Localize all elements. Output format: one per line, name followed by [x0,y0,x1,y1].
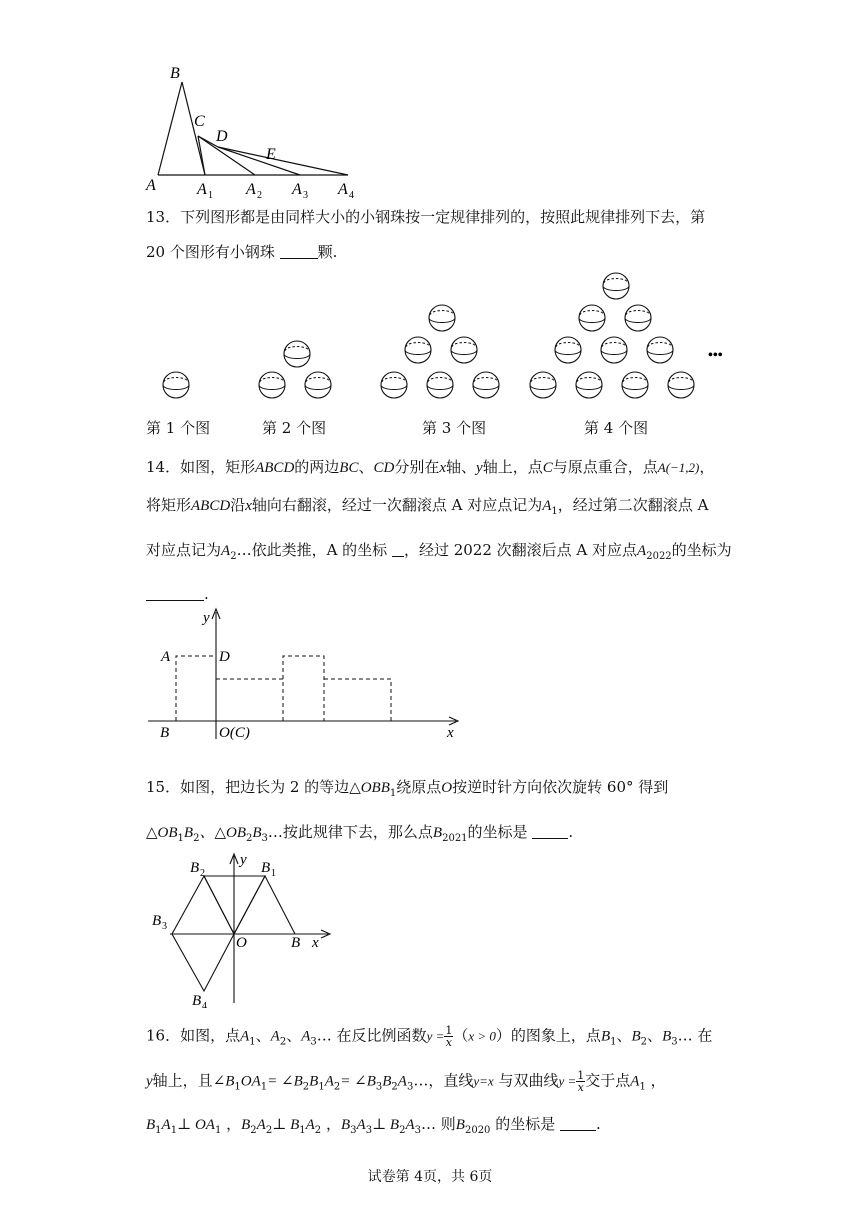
label-A2-sub: 2 [257,190,262,201]
q16-math: A [356,1117,366,1133]
q16-math: A [301,1028,311,1045]
fraction-numerator: 1 [577,1069,585,1082]
ball [576,372,602,398]
q16-math: y [146,1073,153,1090]
q14-text: 轴向右翻滚，经过一次翻滚点 A 对应点记为 [251,496,543,514]
q14-answer-blank-1[interactable] [392,542,404,557]
q16-text: 、 [647,1026,663,1045]
label-C: C [194,113,205,130]
q14-text: 沿 [230,496,246,514]
q15-subscript: 2 [193,833,200,844]
q16-math: B [146,1117,156,1133]
segment-A1C [198,136,205,175]
q16-subscript: 2 [279,1036,287,1048]
q16-subscript: 2 [391,1081,398,1093]
q16-subscript: 3 [406,1081,414,1093]
q15-subscript: 2 [245,833,253,844]
q15-text: 的坐标是 [467,823,528,841]
q16-text: 轴上，且 [152,1071,213,1090]
q14-math: A [637,543,647,559]
label-O-C: O(C) [219,725,250,741]
q14-line4 [146,584,209,604]
q16-answer-blank[interactable] [560,1116,596,1131]
q13-answer-blank[interactable] [280,244,318,259]
q16-subscript: 2 [333,1081,341,1093]
q14-math: x [439,460,447,476]
label-A4-sub: 4 [349,190,354,201]
label-A1-sub: 1 [208,190,213,201]
q16-subscript: 1 [318,1081,325,1093]
segment-CD [198,136,218,147]
q16-math: ⊥ B [372,1117,400,1133]
q16-subscript: 1 [170,1125,178,1136]
q16-math: B [340,1117,351,1133]
fraction-denominator: x [577,1081,584,1094]
label-B3: B [152,913,162,929]
ball [625,305,651,331]
segment-DA3 [218,147,300,175]
q15-subscript: 3 [261,833,268,844]
q16-text: … 在 [677,1026,713,1045]
q14-math: C [542,460,553,476]
q14-subscript: 2 [230,551,237,562]
q16-text: …，直线 [413,1071,474,1090]
label-B2: B [190,860,200,876]
q14-text: 、 [358,458,374,476]
q16-math: A [405,1117,415,1133]
q14-line3 [146,540,732,567]
q14-text: 将矩形 [146,496,192,514]
q15-text: 绕原点 [396,778,442,796]
q14-text: 分别在 [394,458,440,476]
label-A: A [146,177,156,194]
q14-math: BC [339,460,359,476]
q15-subscript: 1 [389,788,397,799]
ball [622,372,648,398]
figure-1-balls [163,372,189,398]
label-B3-sub: 3 [162,921,167,932]
ball [451,337,477,363]
q15-line2 [146,822,573,849]
label-A3-sub: 3 [303,190,308,201]
q16-math: x > 0 [468,1028,496,1044]
rectangle-position-1 [216,679,283,721]
q16-text: 交于点 [585,1071,631,1090]
q16-math: B [309,1073,319,1090]
q16-math: B [455,1117,465,1133]
ball [603,273,629,299]
q16-subscript: 1 [639,1081,646,1093]
label-B1: B [261,860,271,876]
q16-math: A [630,1073,640,1090]
label-A: A [161,649,171,665]
q13-text-1: 下列图形都是由同样大小的小钢珠按一定规律排列的，按照此规律排列下去，第 [180,208,706,226]
ball [429,305,455,331]
q14-math: A [542,498,552,514]
q16-line3 [146,1114,601,1141]
ball [305,372,331,398]
caption-figure-1: 第 1 个图 [146,419,211,437]
q13-line1 [146,207,705,227]
q15-math: △OBB [349,780,390,796]
q16-math: ⊥ B [272,1117,300,1133]
label-B: B [170,65,180,82]
q15-subscript: 1 [177,833,184,844]
q16-text: ， [650,1071,666,1090]
label-x: x [312,935,319,951]
q16-subscript: 3 [365,1125,373,1136]
q16-subscript: 1 [260,1081,268,1093]
label-B: B [291,935,301,951]
q16-subscript: 3 [414,1125,422,1136]
triangle-OB2B3 [172,876,234,934]
q16-subscript: 3 [310,1036,317,1048]
q14-math: A(−1,2) [657,460,700,475]
q14-text: ，经过第二次翻滚点 A [557,496,709,514]
q16-math: B [631,1028,641,1045]
q14-math: CD [373,460,395,476]
q16-text: 、 [616,1026,632,1045]
continuation-dots: ••• [708,348,723,363]
q16-subscript: 2 [640,1036,648,1048]
q16-subscript: 2 [265,1125,273,1136]
q16-text: 如图，点 [180,1026,241,1045]
ball [163,372,189,398]
q14-text: 对应点记为 [146,541,222,559]
q14-text: 轴、 [446,458,477,476]
page-footer: 试卷第 4页，共 6页 [367,1169,493,1185]
q14-text: 如图，矩形 [180,458,256,476]
label-A3: A [292,181,302,198]
q16-math: = ∠B [340,1073,376,1090]
q14-math: A [221,543,231,559]
q14-subscript: 2022 [646,551,672,562]
q14-line1 [146,457,714,478]
label-y: y [203,610,210,626]
rotated-triangles-figure [140,848,340,1008]
q16-text: ）的图象上，点 [495,1026,601,1045]
label-B4-sub: 4 [202,1001,207,1008]
q14-math: y [476,460,483,476]
q16-line2 [146,1070,666,1098]
ball [284,341,310,367]
q14-math: ABCD [191,498,231,514]
label-B: B [160,725,170,741]
rectangle-position-3 [324,679,391,721]
q16-text: … 则 [421,1115,456,1133]
q16-math: B [662,1028,672,1045]
q16-math: A [305,1117,315,1133]
q14-text: 与原点重合，点 [552,458,658,476]
label-B2-sub: 2 [200,868,205,879]
ball [530,372,556,398]
figure-3-balls [381,305,499,398]
q15-text: 如图，把边长为 2 的等边 [180,778,350,796]
q16-subscript: 2 [250,1125,257,1136]
q13-number: 13． [146,208,181,226]
q14-math: x [245,498,252,514]
q16-text: … 在反比例函数 [316,1026,427,1045]
q16-text: . [596,1115,601,1133]
rectangle-rolling-figure [140,604,470,744]
label-B1-sub: 1 [271,868,276,879]
triangle-OBB1 [234,876,295,934]
rectangle-position-2 [283,656,324,721]
q16-subscript: 3 [350,1125,357,1136]
label-E: E [266,146,276,163]
q16-text: 、 [255,1026,271,1045]
rectangle-abcd [176,656,216,721]
q16-math: A [240,1028,250,1045]
ball [473,372,499,398]
caption-figure-4: 第 4 个图 [584,419,649,437]
fraction-1-over-x [444,1025,453,1048]
ball [259,372,285,398]
label-A1: A [197,181,207,198]
q16-subscript: 1 [249,1036,256,1048]
q16-math: = ∠B [267,1073,303,1090]
q15-answer-blank[interactable] [532,824,568,839]
q15-math: 、△OB [199,825,246,841]
q13-line2 [146,242,337,262]
label-B4: B [192,993,202,1008]
label-x: x [447,725,454,741]
q15-math: △OB [146,825,178,841]
q15-subscript: 2021 [442,833,468,844]
q16-subscript: 2 [399,1125,406,1136]
q14-text: . [204,585,209,603]
q16-math: B [600,1028,611,1045]
label-D: D [216,128,228,145]
q16-line1 [146,1025,712,1053]
q16-math: y = [426,1028,445,1044]
q14-text: 轴上，点 [482,458,543,476]
q14-subscript: 1 [551,506,558,517]
q16-text: 与双曲线 [498,1071,559,1090]
caption-figure-2: 第 2 个图 [262,419,327,437]
q16-math: A [324,1073,334,1090]
q15-text: . [568,823,574,841]
label-O: O [236,935,247,951]
triangle-OB3B4 [172,934,234,991]
segment-DA4 [218,147,348,175]
q16-math: A [161,1117,171,1133]
q15-math: B [432,825,443,841]
label-y: y [240,852,247,868]
q16-math: B [382,1073,392,1090]
q16-math: OA [240,1073,261,1090]
q14-text: …依此类推，A 的坐标 [236,541,388,559]
label-A4: A [338,181,348,198]
ball [427,372,453,398]
ball [555,337,581,363]
segment-AB [158,82,182,175]
q15-text: …按此规律下去，那么点 [267,823,433,841]
q16-subscript: 3 [375,1081,383,1093]
rectangle-positions [176,656,391,721]
q15-line1 [146,777,668,804]
figure-4-balls [530,273,694,398]
q13-text-3: 颗. [317,243,338,261]
q16-text: 、 [286,1026,302,1045]
q14-number: 14． [146,458,181,476]
q15-math: B [183,825,194,841]
q16-math: A [270,1028,280,1045]
q14-text: ，经过 2022 次翻滚后点 A 对应点 [403,541,638,559]
q15-number: 15． [146,778,181,796]
q14-text: 的两边 [294,458,340,476]
q16-math: y = [558,1073,577,1089]
q14-text: 的坐标为 [671,541,732,559]
ball [647,337,673,363]
q16-subscript: 1 [610,1036,617,1048]
fraction-1-over-x [576,1070,585,1093]
q14-text: ， [699,458,715,476]
q16-text: ， [325,1115,341,1133]
q16-text: （ [453,1026,469,1045]
q16-subscript: 3 [671,1036,678,1048]
q16-math: A [397,1073,407,1090]
q14-answer-blank-2[interactable] [146,586,204,601]
q14-line2 [146,495,708,522]
ball [405,337,431,363]
q16-subscript: 1 [299,1125,306,1136]
label-A2: A [246,181,256,198]
caption-figure-3: 第 3 个图 [422,419,487,437]
q16-math: ∠B [212,1073,235,1090]
q16-number: 16． [146,1026,181,1045]
q16-subscript: 1 [234,1081,241,1093]
fraction-denominator: x [445,1036,452,1049]
q14-math: ABCD [255,460,295,476]
fraction-numerator: 1 [445,1024,453,1037]
q15-math: B [252,825,262,841]
q16-math: B [241,1117,251,1133]
q13-text-2: 20 个图形有小钢珠 [146,243,275,261]
ball [668,372,694,398]
q16-math: A [256,1117,266,1133]
q16-subscript: 1 [214,1125,222,1136]
q16-subscript: 1 [155,1125,162,1136]
q15-text: 按逆时针方向依次旋转 60° 得到 [452,778,669,796]
steel-balls-figure [140,262,740,412]
q16-text: 的坐标是 [495,1115,556,1133]
ball [601,337,627,363]
triangle-fan-figure [140,60,370,205]
ball [579,305,605,331]
q16-subscript: 2 [302,1081,310,1093]
label-D: D [219,649,230,665]
q16-subscript: 2020 [464,1125,491,1136]
q16-text: ， [226,1115,242,1133]
q16-math: ⊥ OA [177,1117,215,1133]
ball [381,372,407,398]
q16-math: y=x [473,1073,494,1089]
q15-math: O [441,780,453,796]
q16-subscript: 2 [314,1125,322,1136]
figure-2-balls [259,341,331,398]
